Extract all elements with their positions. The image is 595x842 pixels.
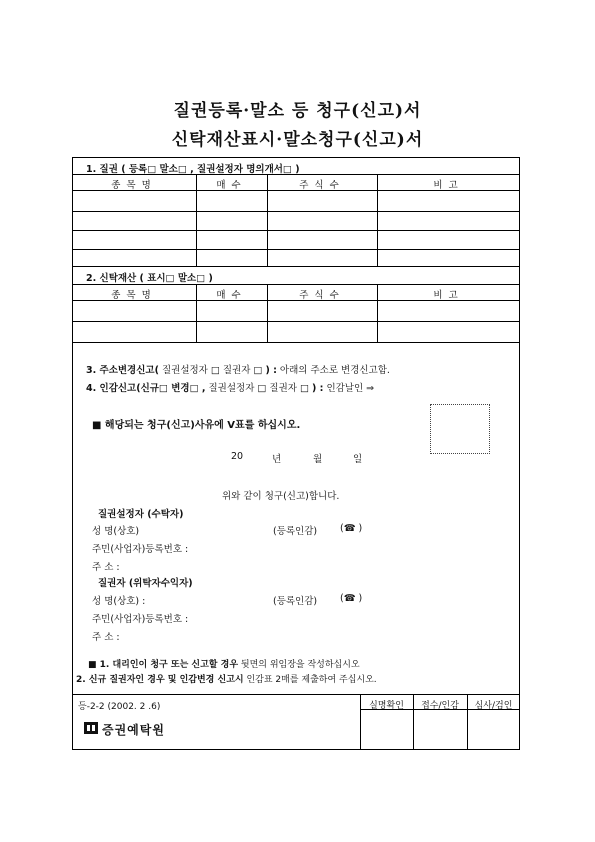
column-divider: [377, 174, 378, 266]
column-divider: [196, 284, 197, 342]
table-row[interactable]: [72, 249, 520, 250]
section4-row: [86, 380, 374, 394]
note2-prefix: 2. 신규 질권자인 경우 및 인감변경 신고시: [76, 675, 244, 685]
pledgee-phone-label[interactable]: (☎ ): [340, 593, 363, 604]
table-row: [72, 300, 520, 301]
note-1: [88, 657, 360, 670]
section3-label: 3. 주소변경신고(: [86, 365, 159, 376]
org-name: 증권예탁원: [102, 723, 165, 737]
date-year: 년: [272, 454, 282, 465]
s1-col-count: 매수: [216, 180, 247, 191]
table-row[interactable]: [72, 342, 520, 343]
note1-suffix: 뒷면의 위임장을 작성하십시오: [240, 660, 360, 670]
pledgor-address-label: 주 소 :: [92, 562, 120, 573]
pledgee-seal-label: (등록인감): [273, 596, 318, 607]
check-review: 심사/검인: [474, 701, 513, 711]
section1-heading: 1. 질권 ( 등록□ 말소□ , 질권설정자 명의개서□ ): [86, 164, 300, 175]
ksd-logo-icon: [84, 722, 98, 734]
note2-suffix: 인감표 2매를 제출하여 주십시오.: [246, 675, 377, 685]
footer-divider: [72, 694, 520, 695]
s2-col-count: 매수: [216, 290, 247, 301]
s1-col-name: 종목명: [111, 180, 157, 191]
pledgor-heading: 질권설정자 (수탁자): [98, 509, 184, 520]
document-title-line1: 질권등록·말소 등 청구(신고)서: [173, 101, 422, 121]
check-realname: 실명확인: [369, 701, 404, 711]
column-divider: [267, 174, 268, 266]
column-divider: [267, 284, 268, 342]
section3-close: ) :: [265, 365, 277, 376]
note-2: [76, 672, 377, 685]
declaration-text: 위와 같이 청구(신고)합니다.: [222, 491, 340, 502]
table-row[interactable]: [72, 266, 520, 267]
section3-options[interactable]: 질권설정자 □ 질권자 □: [161, 365, 263, 376]
pledgee-address-label: 주 소 :: [92, 632, 120, 643]
column-divider: [196, 174, 197, 266]
check-receipt-seal: 접수/인감: [421, 701, 459, 711]
sign-cell-realname[interactable]: [360, 709, 413, 750]
column-divider: [377, 284, 378, 342]
section3-desc: 아래의 주소로 변경신고함.: [279, 365, 390, 376]
s2-col-shares: 주식수: [299, 290, 345, 301]
s2-col-remarks: 비고: [433, 290, 464, 301]
date-month: 월: [313, 454, 323, 465]
section4-desc: 인감날인 ⇒: [326, 383, 375, 394]
pledgee-id-label: 주민(사업자)등록번호 :: [92, 614, 189, 625]
sign-cell-review[interactable]: [467, 709, 520, 750]
section2-heading: 2. 신탁재산 ( 표시□ 말소□ ): [86, 273, 213, 284]
seal-stamp-box[interactable]: [430, 404, 490, 454]
pledgee-name-label: 성 명(상호) :: [92, 596, 146, 607]
table-row[interactable]: [72, 211, 520, 212]
divider: [72, 174, 520, 175]
table-row[interactable]: [72, 321, 520, 322]
date-year-prefix[interactable]: 20: [231, 451, 244, 462]
note1-prefix: ■ 1. 대리인이 청구 또는 신고할 경우: [88, 660, 239, 670]
sign-cell-receipt[interactable]: [413, 709, 467, 750]
pledgee-heading: 질권자 (위탁자수익자): [98, 578, 193, 589]
instruction-text: ■ 해당되는 청구(신고)사유에 V표를 하십시오.: [92, 420, 301, 431]
pledgor-phone-label[interactable]: (☎ ): [340, 523, 363, 534]
form-code: 등-2-2 (2002. 2 .6): [78, 702, 161, 712]
divider: [72, 284, 520, 285]
section3-row: [86, 362, 390, 376]
document-title-line2: 신탁재산표시·말소청구(신고)서: [171, 130, 424, 150]
table-row[interactable]: [72, 230, 520, 231]
table-row: [72, 190, 520, 191]
pledgor-name-label: 성 명(상호): [92, 526, 140, 537]
s1-col-remarks: 비고: [433, 180, 464, 191]
section4-options[interactable]: 질권설정자 □ 질권자 □: [208, 383, 309, 394]
pledgor-seal-label: (등록인감): [273, 526, 318, 537]
date-day: 일: [353, 454, 363, 465]
s1-col-shares: 주식수: [299, 180, 345, 191]
section4-label[interactable]: 4. 인감신고(신규□ 변경□ ,: [86, 383, 206, 394]
pledgor-id-label: 주민(사업자)등록번호 :: [92, 544, 189, 555]
section4-close: ) :: [311, 383, 324, 394]
s2-col-name: 종목명: [111, 290, 157, 301]
